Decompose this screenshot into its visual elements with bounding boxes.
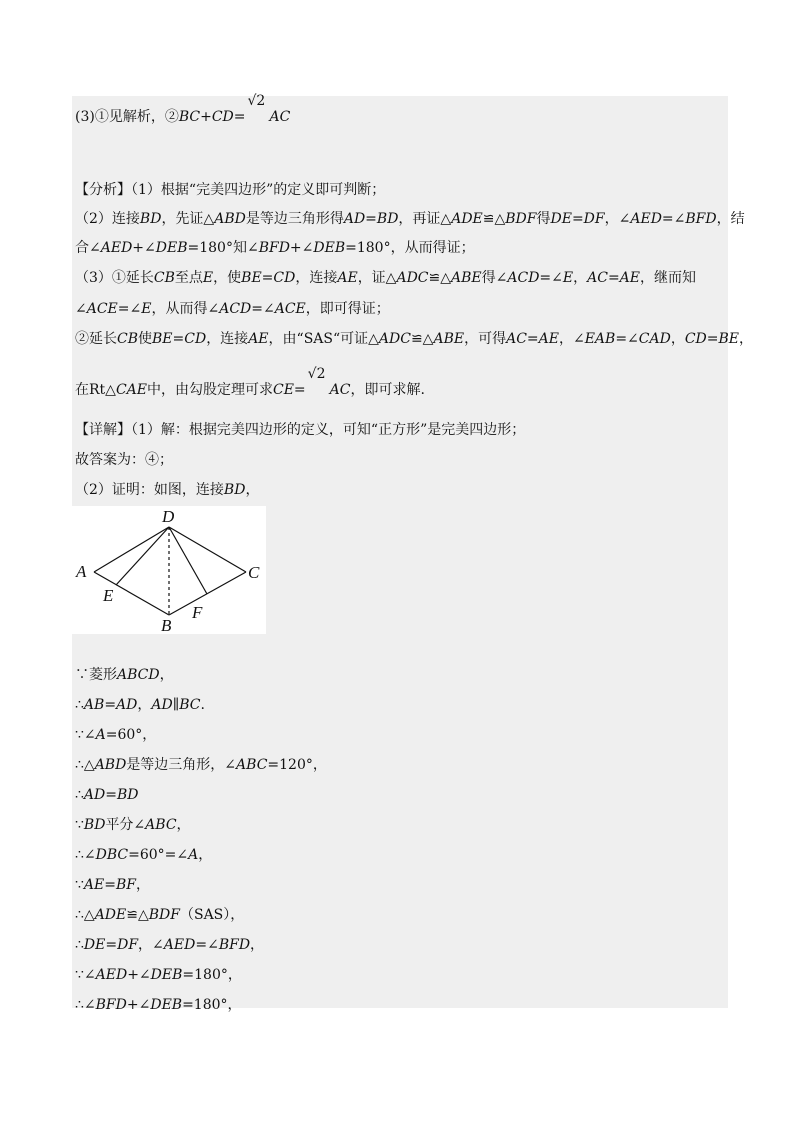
text: 是等边三角形，∠ bbox=[126, 757, 237, 773]
var: BE=CD bbox=[241, 270, 296, 286]
var: AED bbox=[163, 937, 196, 953]
text: . bbox=[200, 697, 205, 713]
var: AD=BD bbox=[83, 787, 139, 803]
var: CAE bbox=[115, 382, 147, 398]
var: BFD bbox=[218, 937, 251, 953]
sqrt-two bbox=[307, 366, 328, 399]
text: ，连接 bbox=[206, 331, 249, 347]
text: ，即可得证； bbox=[305, 301, 390, 317]
text: 在Rt△ bbox=[75, 382, 116, 398]
text: 【分析】（1）根据“完美四边形”的定义即可判断； bbox=[75, 182, 386, 198]
text: ，∠ bbox=[138, 937, 164, 953]
text: =∠ bbox=[539, 270, 563, 286]
var: AED bbox=[630, 211, 662, 227]
var: ACE bbox=[86, 301, 118, 317]
var: BDF bbox=[148, 907, 180, 923]
proof-3 bbox=[75, 726, 156, 744]
text: ∴∠ bbox=[75, 847, 96, 863]
text: ，先证△ bbox=[161, 211, 215, 227]
text: 使 bbox=[138, 331, 152, 347]
detail-answer bbox=[75, 451, 173, 469]
text: =180°， bbox=[182, 997, 242, 1013]
text: ∵ bbox=[75, 817, 84, 833]
var: E bbox=[141, 301, 152, 317]
var: E bbox=[202, 270, 214, 286]
text: ， bbox=[198, 847, 213, 863]
answer-part3-summary bbox=[75, 93, 291, 126]
text: ②延长 bbox=[75, 331, 117, 347]
text: （2）证明：如图，连接 bbox=[75, 482, 224, 498]
sqrt-symbol: √2 bbox=[307, 366, 326, 382]
var: AE bbox=[248, 331, 269, 347]
label-A: A bbox=[76, 562, 87, 581]
text: ≌△ bbox=[428, 270, 452, 286]
text: =∠ bbox=[195, 937, 219, 953]
proof-12 bbox=[75, 996, 242, 1014]
var: AC=AE bbox=[506, 331, 559, 347]
var: ADC bbox=[378, 331, 411, 347]
var: DE=DF bbox=[550, 211, 605, 227]
proof-8 bbox=[75, 876, 150, 894]
var: BD bbox=[223, 482, 246, 498]
var: AD bbox=[151, 697, 173, 713]
text: =∠ bbox=[615, 331, 639, 347]
text: ∥ bbox=[172, 697, 180, 713]
text: ∵菱形 bbox=[75, 667, 117, 683]
var: DE=DF bbox=[83, 937, 139, 953]
var: ACD bbox=[219, 301, 252, 317]
var: AD=BD bbox=[343, 211, 399, 227]
text: 故答案为：④； bbox=[75, 452, 173, 468]
segment-AD bbox=[94, 527, 169, 572]
text: ≌△ bbox=[126, 907, 149, 923]
text: =60°， bbox=[105, 727, 157, 743]
text: ， bbox=[670, 331, 685, 347]
var: ADE bbox=[94, 907, 127, 923]
label-B: B bbox=[161, 616, 172, 634]
text: (3)①见解析，② bbox=[75, 109, 179, 125]
text: ， bbox=[739, 331, 754, 347]
text: +∠ bbox=[132, 240, 156, 256]
text: 得∠ bbox=[481, 270, 508, 286]
var: CB bbox=[117, 331, 138, 347]
text: ，可得 bbox=[464, 331, 507, 347]
text: +∠ bbox=[127, 967, 151, 983]
var: AE=BF bbox=[83, 877, 136, 893]
var: CD=BE bbox=[684, 331, 740, 347]
text: ∵∠ bbox=[75, 967, 96, 983]
segment-CB bbox=[169, 572, 246, 615]
text: 【详解】（1）解：根据完美四边形的定义，可知“正方形”是完美四边形； bbox=[75, 422, 526, 438]
text: ，从而得∠ bbox=[151, 301, 220, 317]
analysis-2 bbox=[75, 210, 745, 228]
var: AB=AD bbox=[83, 697, 138, 713]
segment-DE bbox=[116, 527, 169, 585]
segment-DF bbox=[169, 527, 207, 594]
text: 平分∠ bbox=[105, 817, 146, 833]
rhombus-diagram bbox=[72, 506, 266, 634]
text: =∠ bbox=[117, 301, 142, 317]
text: ，证△ bbox=[357, 270, 397, 286]
var: ADC bbox=[396, 270, 429, 286]
analysis-2-cont bbox=[75, 239, 475, 257]
text: （3）①延长 bbox=[75, 270, 154, 286]
proof-2 bbox=[75, 696, 205, 714]
var: BDF bbox=[505, 211, 537, 227]
text: 至点 bbox=[174, 270, 203, 286]
var: ACD bbox=[507, 270, 540, 286]
label-C: C bbox=[248, 563, 260, 582]
text: ∴ bbox=[75, 937, 84, 953]
analysis-3-cont bbox=[75, 300, 390, 318]
proof-4 bbox=[75, 756, 327, 774]
var: DEB bbox=[155, 240, 188, 256]
var: AED bbox=[95, 967, 128, 983]
var: DEB bbox=[150, 967, 183, 983]
proof-11 bbox=[75, 966, 242, 984]
var: CB bbox=[153, 270, 175, 286]
var: AC bbox=[269, 109, 291, 125]
var: A bbox=[188, 847, 199, 863]
var: A bbox=[95, 727, 106, 743]
var: ADE bbox=[451, 211, 483, 227]
text: ， bbox=[137, 697, 152, 713]
var: AED bbox=[100, 240, 133, 256]
var: BFD bbox=[685, 211, 717, 227]
sqrt-two bbox=[247, 93, 268, 126]
var: BC bbox=[179, 697, 201, 713]
proof-5 bbox=[75, 786, 139, 804]
label-F: F bbox=[192, 603, 203, 622]
text: 是等边三角形得 bbox=[245, 211, 344, 227]
var: ABC bbox=[145, 817, 177, 833]
text: ∵ bbox=[75, 877, 84, 893]
text: ，由“SAS“可证△ bbox=[268, 331, 379, 347]
var: ACE bbox=[274, 301, 306, 317]
text: ∠ bbox=[75, 301, 87, 317]
analysis-3-part2-cont bbox=[75, 366, 425, 399]
text: ， bbox=[159, 667, 174, 683]
label-E: E bbox=[103, 586, 114, 605]
text: + bbox=[200, 109, 212, 125]
text: ， bbox=[135, 877, 150, 893]
var: BFD bbox=[95, 997, 127, 1013]
segment-DC bbox=[169, 527, 246, 572]
detail-2-intro bbox=[75, 481, 259, 499]
text: ，继而知 bbox=[640, 270, 697, 286]
proof-7 bbox=[75, 846, 212, 864]
text: ∵∠ bbox=[75, 727, 96, 743]
text: +∠ bbox=[289, 240, 314, 256]
text: =180°，从而得证； bbox=[345, 240, 475, 256]
text: ， bbox=[176, 817, 191, 833]
var: AC bbox=[329, 382, 351, 398]
var: AC=AE bbox=[587, 270, 641, 286]
text: +∠ bbox=[126, 997, 151, 1013]
text: 中，由勾股定理可求 bbox=[146, 382, 273, 398]
proof-1 bbox=[75, 666, 174, 684]
text: ，∠ bbox=[604, 211, 631, 227]
var: ABC bbox=[236, 757, 268, 773]
text: ，即可求解. bbox=[350, 382, 425, 398]
var: BD bbox=[83, 817, 106, 833]
text: ， bbox=[573, 270, 588, 286]
var: BFD bbox=[258, 240, 290, 256]
text: ≌△ bbox=[482, 211, 506, 227]
text: ，结 bbox=[716, 211, 745, 227]
var: ABD bbox=[94, 757, 127, 773]
text: 合∠ bbox=[75, 240, 101, 256]
var: ABCD bbox=[117, 667, 160, 683]
text: 得 bbox=[536, 211, 551, 227]
var: ABE bbox=[451, 270, 482, 286]
analysis-3 bbox=[75, 269, 696, 287]
var: E bbox=[562, 270, 574, 286]
var: ABE bbox=[433, 331, 465, 347]
text: ∴∠ bbox=[75, 997, 96, 1013]
var: DEB bbox=[150, 997, 183, 1013]
text: ，再证△ bbox=[398, 211, 452, 227]
text: ∴ bbox=[75, 697, 84, 713]
text: =∠ bbox=[661, 211, 686, 227]
var: BC bbox=[178, 109, 201, 125]
var: CE bbox=[272, 382, 294, 398]
text: =∠ bbox=[251, 301, 275, 317]
proof-10 bbox=[75, 936, 264, 954]
text: ∴ bbox=[75, 787, 84, 803]
text: =180°， bbox=[182, 967, 242, 983]
var: CD bbox=[211, 109, 234, 125]
var: EAB bbox=[584, 331, 616, 347]
var: BE=CD bbox=[152, 331, 207, 347]
var: DBC bbox=[95, 847, 129, 863]
detail-1 bbox=[75, 421, 525, 439]
proof-9 bbox=[75, 906, 244, 924]
text: ∴△ bbox=[75, 757, 95, 773]
text: ≌△ bbox=[410, 331, 434, 347]
text: ， bbox=[250, 937, 265, 953]
var: BD bbox=[139, 211, 162, 227]
text: ∴△ bbox=[75, 907, 95, 923]
text: ，∠ bbox=[558, 331, 585, 347]
analysis-1 bbox=[75, 181, 385, 199]
sqrt-symbol: √2 bbox=[247, 93, 266, 109]
text: =120°， bbox=[267, 757, 327, 773]
text: ， bbox=[245, 482, 260, 498]
label-D: D bbox=[162, 507, 175, 526]
text: =60°=∠ bbox=[128, 847, 189, 863]
text: （2）连接 bbox=[75, 211, 140, 227]
text: （SAS）， bbox=[179, 907, 245, 923]
text: ，使 bbox=[213, 270, 242, 286]
analysis-3-part2 bbox=[75, 330, 753, 348]
proof-6 bbox=[75, 816, 191, 834]
var: ABD bbox=[214, 211, 246, 227]
text: ，连接 bbox=[295, 270, 338, 286]
var: AE bbox=[337, 270, 358, 286]
var: CAD bbox=[638, 331, 671, 347]
text: = bbox=[293, 382, 306, 398]
text: =180°知∠ bbox=[187, 240, 259, 256]
var: DEB bbox=[313, 240, 346, 256]
text: = bbox=[233, 109, 246, 125]
diagram-svg bbox=[72, 506, 266, 634]
